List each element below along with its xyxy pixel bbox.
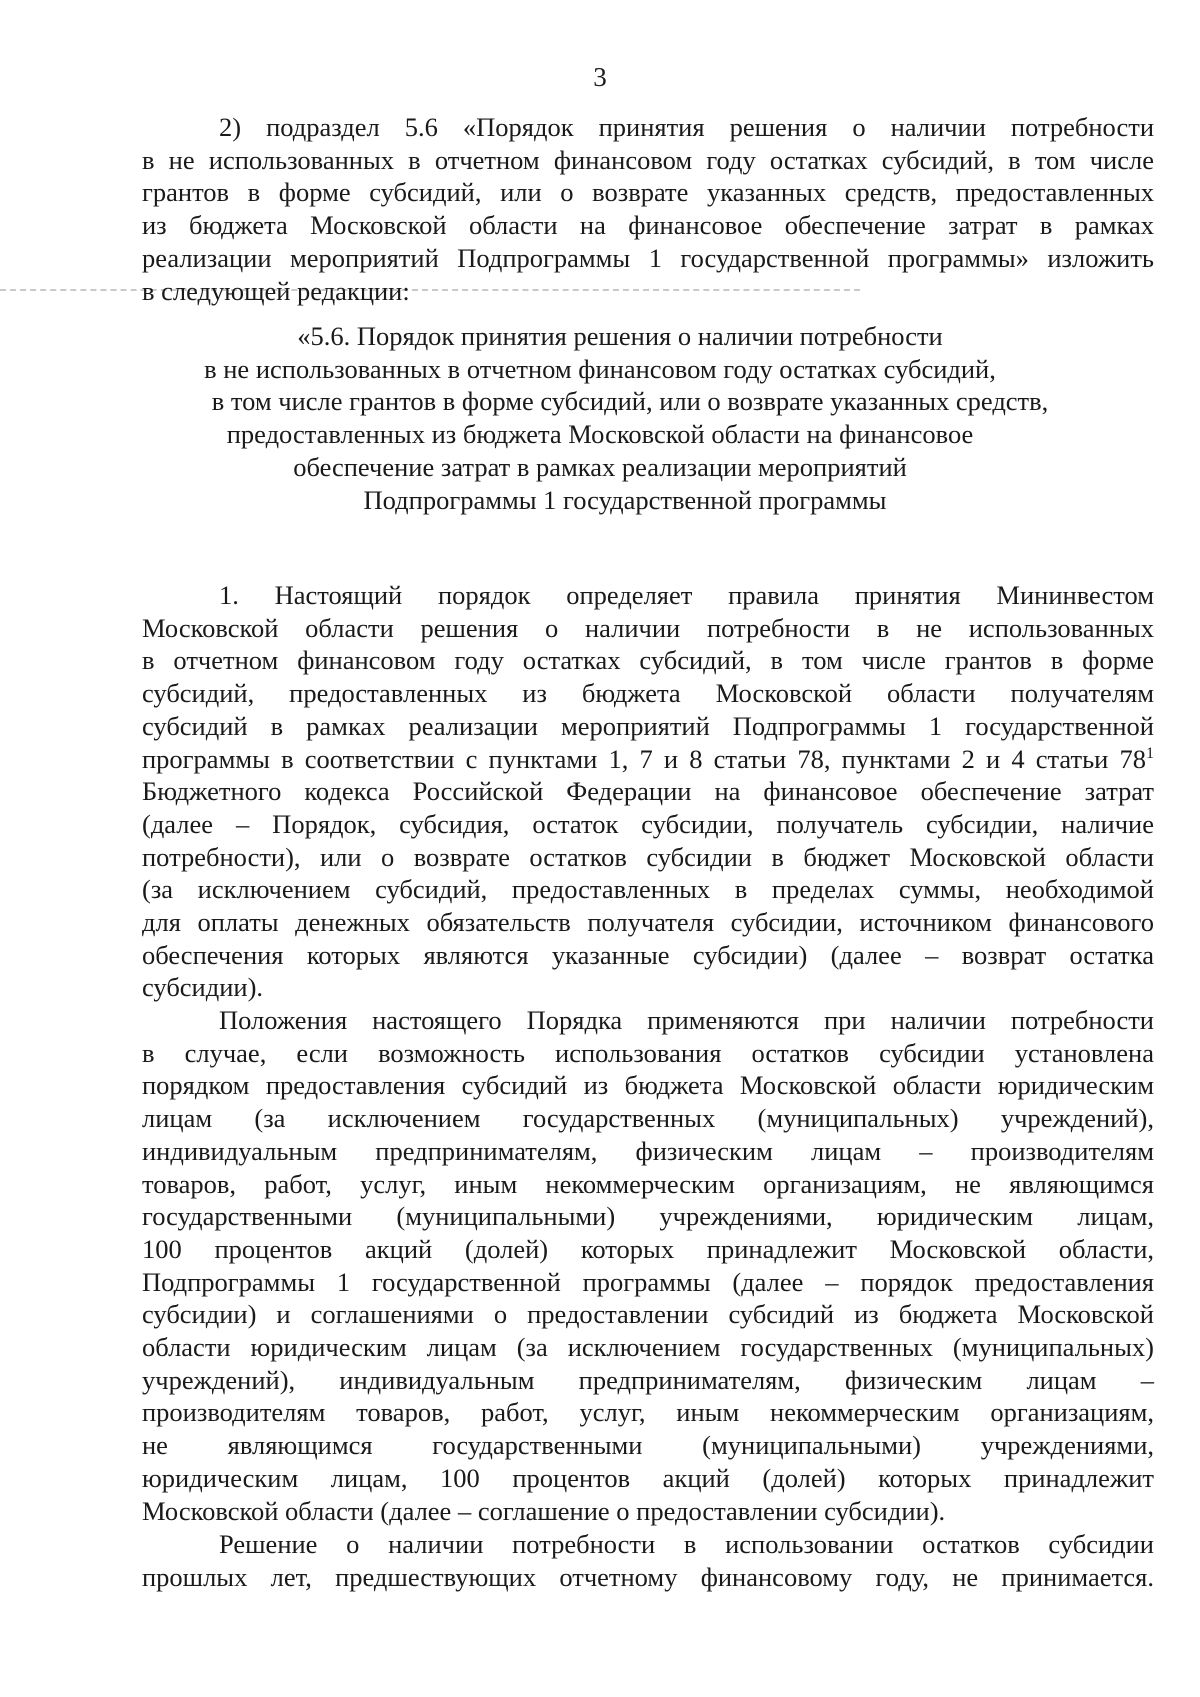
text-line: Бюджетного кодекса Российской Федерации на финансовое обеспечение затрат — [142, 776, 1154, 807]
text-line: для оплаты денежных обязательств получателя субсидии, источником финансового — [142, 907, 1154, 938]
text-line: (за исключением субсидий, предоставленных в пределах суммы, необходимой — [142, 874, 1154, 905]
text-line: из бюджета Московской области на финансовое обеспечение затрат в рамках — [142, 210, 1154, 241]
heading-line: в том числе грантов в форме субсидий, или о возврате указанных средств, — [211, 386, 1049, 417]
heading-line: «5.6. Порядок принятия решения о наличии потребности — [297, 321, 943, 351]
paragraph-1 — [142, 579, 1154, 1004]
text-line: учреждений), индивидуальным предпринимателям, физическим лицам – — [142, 1364, 1154, 1395]
text-line: производителям товаров, работ, услуг, иным некоммерческим организациям, — [142, 1397, 1154, 1428]
heading-line: Подпрограммы 1 государственной программы — [363, 484, 887, 515]
text-line: 100 процентов акций (долей) которых принадлежит Московской области, — [142, 1233, 1154, 1264]
section-heading — [0, 320, 1200, 516]
text-line: государственными (муниципальными) учреждениями, юридическим лицам, — [142, 1201, 1154, 1232]
page-number: 3 — [593, 62, 607, 92]
text-line: Подпрограммы 1 государственной программы (далее – порядок предоставления — [142, 1266, 1154, 1297]
text-line: Московской области (далее – соглашение о предоставлении субсидии). — [142, 1495, 946, 1526]
text-line: не являющимся государственными (муниципальными) учреждениями, — [142, 1430, 1154, 1461]
text-line: Московской области решения о наличии потребности в не использованных — [142, 612, 1154, 643]
text-line: субсидии) и соглашениями о предоставлении субсидий из бюджета Московской — [142, 1299, 1154, 1330]
text-line: субсидий, предоставленных из бюджета Московской области получателям — [142, 678, 1154, 709]
text-line: потребности), или о возврате остатков субсидии в бюджет Московской области — [142, 841, 1154, 872]
text-line: в не использованных в отчетном финансовом году остатках субсидий, в том числе — [142, 144, 1154, 175]
text-line: Решение о наличии потребности в использовании остатков субсидии — [219, 1529, 1154, 1559]
heading-line: обеспечение затрат в рамках реализации мероприятий — [293, 451, 907, 482]
superscript: 1 — [1146, 744, 1154, 762]
text-line: лицам (за исключением государственных (муниципальных) учреждений), — [142, 1103, 1154, 1134]
text-line: грантов в форме субсидий, или о возврате указанных средств, предоставленных — [142, 177, 1154, 208]
text-line: субсидий в рамках реализации мероприятий Подпрограммы 1 государственной — [142, 710, 1154, 741]
heading-line: предоставленных из бюджета Московской области на финансовое — [226, 419, 974, 450]
text-line: прошлых лет, предшествующих отчетному финансовому году, не принимается. — [142, 1561, 1154, 1592]
text-line: в следующей редакции: — [142, 275, 410, 306]
text-line: (далее – Порядок, субсидия, остаток субсидии, получатель субсидии, наличие — [142, 808, 1154, 839]
text-line: Положения настоящего Порядка применяются при наличии потребности — [219, 1005, 1154, 1035]
text-line: реализации мероприятий Подпрограммы 1 государственной программы» изложить — [142, 242, 1154, 273]
text-line: субсидии). — [142, 972, 264, 1003]
paragraph-3 — [142, 1528, 1154, 1593]
text-line: в отчетном финансовом году остатках субсидий, в том числе грантов в форме — [142, 645, 1154, 676]
paragraph-2 — [142, 1004, 1154, 1527]
text-line-body: программы в соответствии с пунктами 1, 7 и 8 статьи 78, пунктами 2 и 4 статьи 78 — [142, 743, 1146, 774]
text-line: области юридическим лицам (за исключением государственных (муниципальных) — [142, 1332, 1154, 1363]
text-line: порядком предоставления субсидий из бюджета Московской области юридическим — [142, 1070, 1154, 1101]
text-line: в случае, если возможность использования остатков субсидии установлена — [142, 1037, 1154, 1068]
text-line: обеспечения которых являются указанные субсидии) (далее – возврат остатка — [142, 939, 1154, 970]
text-line — [142, 743, 1154, 776]
text-line: 2) подраздел 5.6 «Порядок принятия решения о наличии потребности — [219, 112, 1154, 142]
intro-paragraph — [142, 111, 1154, 307]
text-line: товаров, работ, услуг, иным некоммерческим организациям, не являющимся — [142, 1168, 1154, 1199]
text-line: юридическим лицам, 100 процентов акций (долей) которых принадлежит — [142, 1462, 1154, 1493]
heading-line: в не использованных в отчетном финансовом году остатках субсидий, — [204, 353, 996, 384]
text-line: 1. Настоящий порядок определяет правила принятия Мининвестом — [219, 580, 1154, 610]
text-line: индивидуальным предпринимателям, физическим лицам – производителям — [142, 1135, 1154, 1166]
